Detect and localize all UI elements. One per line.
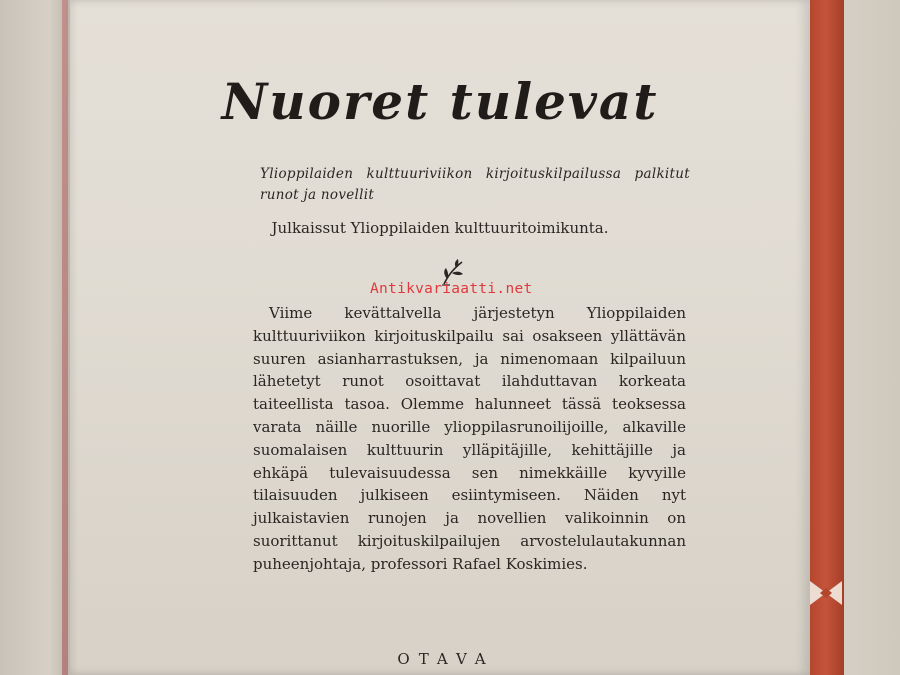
body-paragraph: Viime kevättalvella järjestetyn Ylioppilaiden kulttuuriviikon kirjoituskilpailu sai osakseen yllättävän suuren asianharrastuksen, ja nimenomaan kilpailuun lähetetyt runot osoittavat ilahduttavan korkeata taiteellista tasoa. Olemme halunneet tässä teoksessa varata näille nuorille ylioppilasrunoilijoille, alkaville suomalaisen kulttuurin ylläpitäjille, kehittäjille ja ehkäpä tulevaisuudessa sen nimekkäille kyvyille tilaisuuden julkiseen esiintymiseen. Näiden nyt julkaistavien runojen ja novellien valikoinnin on suorittanut kirjoituskilpailujen arvostelulautakunnan puheenjohtaja, professori Rafael Koskimies. [253,304,686,573]
watermark: Antikvariaatti.net [370,281,533,297]
background-red-edge [62,0,68,675]
book-subtitle: Ylioppilaiden kulttuuriviikon kirjoituskilpailussa palkitut runot ja novellit [260,166,690,203]
background-left [0,0,70,675]
spine-ornament-icon [806,573,846,613]
book-title: Nuoret tulevat [221,72,659,131]
book-page [70,0,810,675]
publisher-imprint: OTAVA [397,650,495,668]
publisher-line: Julkaissut Ylioppilaiden kulttuuritoimikunta. [271,219,609,237]
